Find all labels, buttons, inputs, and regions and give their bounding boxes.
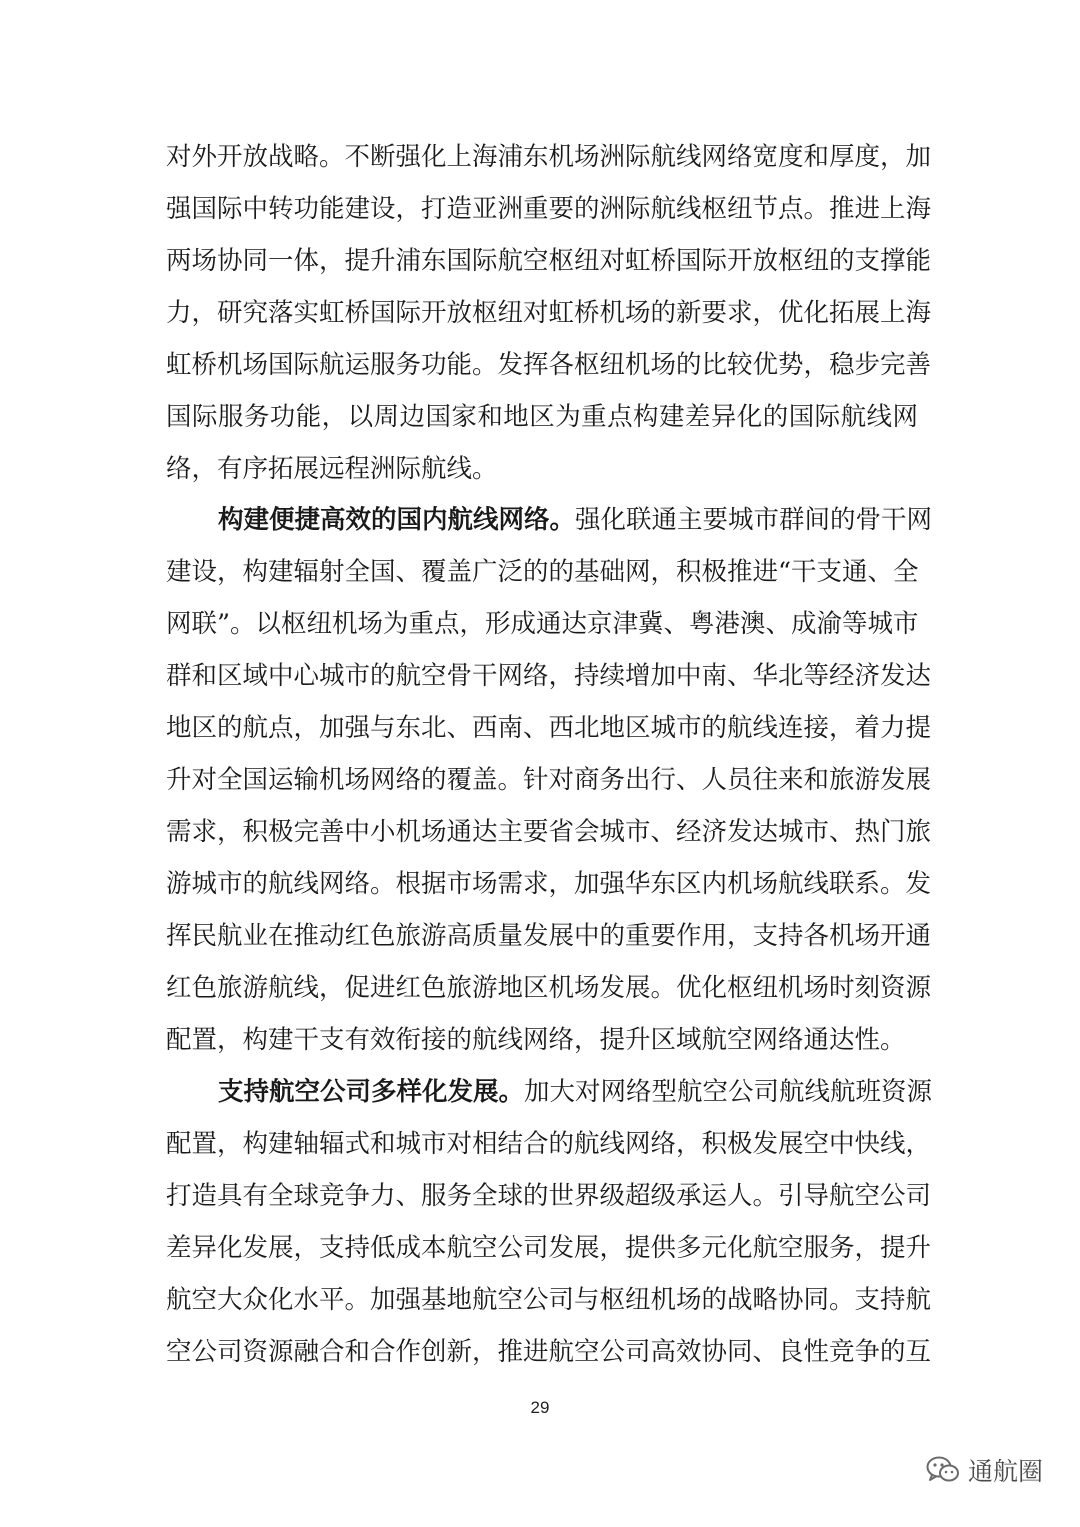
paragraph-line: 挥民航业在推动红色旅游高质量发展中的重要作用，支持各机场开通 [166,921,932,951]
paragraph-line: 强国际中转功能建设，打造亚洲重要的洲际航线枢纽节点。推进上海 [166,194,932,224]
paragraph-line: 力，研究落实虹桥国际开放枢纽对虹桥机场的新要求，优化拓展上海 [166,298,932,328]
paragraph-text: 强化联通主要城市群间的骨干网 [575,505,933,535]
watermark-text: 通航圈 [968,1457,1044,1486]
paragraph-1 [166,131,932,495]
paragraph-line: 建设，构建辐射全国、覆盖广泛的的基础网，积极推进“干支通、全 [166,557,919,587]
paragraph-2 [166,494,933,1066]
paragraph-line: 配置，构建轴辐式和城市对相结合的航线网络，积极发展空中快线， [166,1129,932,1159]
paragraph-line: 地区的航点，加强与东北、西南、西北地区城市的航线连接，着力提 [166,713,932,743]
paragraph-line: 红色旅游航线，促进红色旅游地区机场发展。优化枢纽机场时刻资源 [166,973,932,1003]
paragraph-line: 网联”。以枢纽机场为重点，形成通达京津冀、粤港澳、成渝等城市 [166,609,919,639]
wechat-icon [926,1455,960,1485]
paragraph-line: 空公司资源融合和合作创新，推进航空公司高效协同、良性竞争的互 [166,1337,932,1367]
paragraph-line: 络，有序拓展远程洲际航线。 [166,454,498,484]
section-heading: 支持航空公司多样化发展。 [218,1077,525,1107]
paragraph-text: 加大对网络型航空公司航线航班资源 [524,1077,933,1107]
section-heading: 构建便捷高效的国内航线网络。 [218,505,576,535]
watermark [926,1452,1043,1488]
paragraph-line: 群和区域中心城市的航空骨干网络，持续增加中南、华北等经济发达 [166,661,932,691]
paragraph-first-line [166,1066,933,1118]
paragraph-3 [166,1066,933,1378]
paragraph-line: 两场协同一体，提升浦东国际航空枢纽对虹桥国际开放枢纽的支撑能 [166,246,932,276]
paragraph-line: 差异化发展，支持低成本航空公司发展，提供多元化航空服务，提升 [166,1233,932,1263]
paragraph-line: 游城市的航线网络。根据市场需求，加强华东区内机场航线联系。发 [166,869,932,899]
paragraph-line: 航空大众化水平。加强基地航空公司与枢纽机场的战略协同。支持航 [166,1285,932,1315]
paragraph-line: 需求，积极完善中小机场通达主要省会城市、经济发达城市、热门旅 [166,817,932,847]
page-number: 29 [530,1398,550,1417]
paragraph-line: 打造具有全球竞争力、服务全球的世界级超级承运人。引导航空公司 [166,1181,932,1211]
paragraph-line: 对外开放战略。不断强化上海浦东机场洲际航线网络宽度和厚度，加 [166,142,932,172]
paragraph-line: 升对全国运输机场网络的覆盖。针对商务出行、人员往来和旅游发展 [166,765,932,795]
paragraph-line: 虹桥机场国际航运服务功能。发挥各枢纽机场的比较优势，稳步完善 [166,350,932,380]
paragraph-line: 配置，构建干支有效衔接的航线网络，提升区域航空网络通达性。 [166,1025,906,1055]
paragraph-first-line [166,494,933,546]
paragraph-line: 国际服务功能，以周边国家和地区为重点构建差异化的国际航线网 [166,402,918,432]
